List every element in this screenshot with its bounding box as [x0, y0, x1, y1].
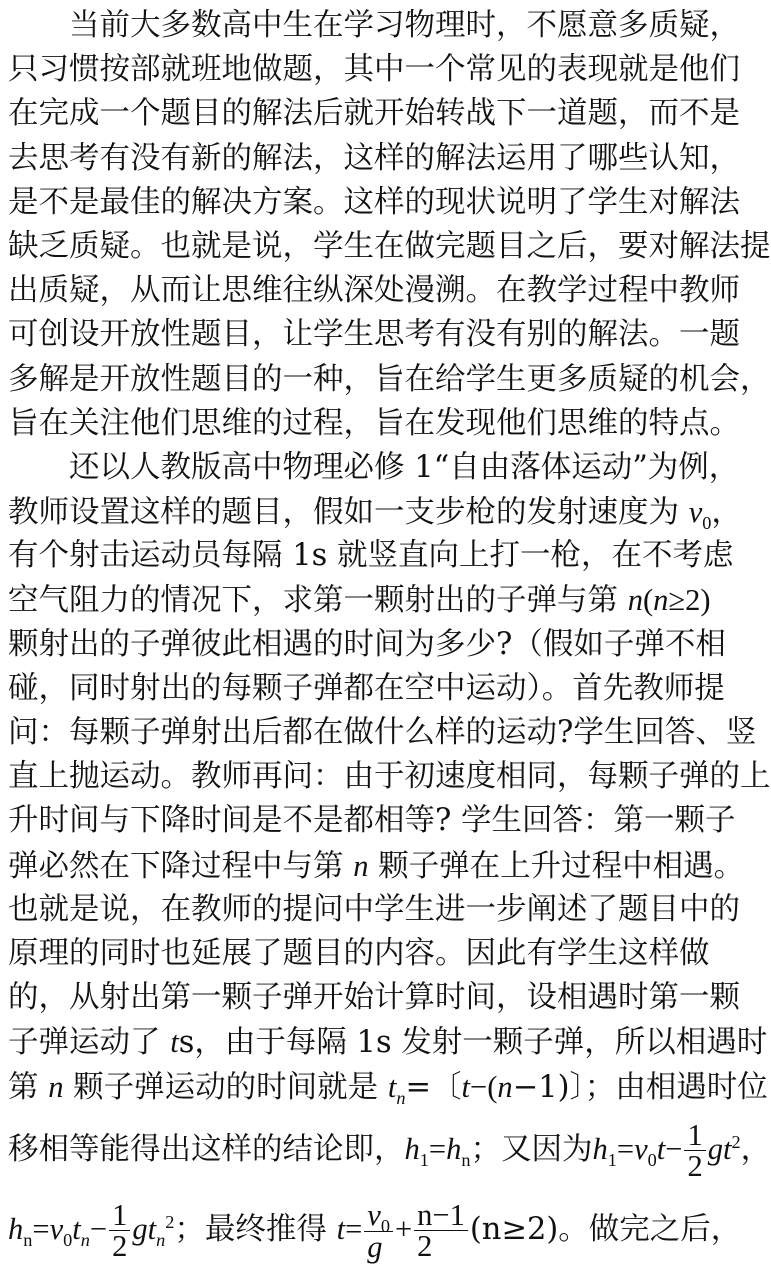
- text-line: 有个射击运动员每隔 1s 就竖直向上打一枪，在不考虑: [8, 538, 734, 574]
- text-line: 旨在关注他们思维的过程，旨在发现他们思维的特点。: [8, 405, 740, 441]
- text-line: 多解是开放性题目的一种，旨在给学生更多质疑的机会，: [8, 361, 771, 397]
- text-line: 出质疑，从而让思维往纵深处漫溯。在教学过程中教师: [8, 273, 740, 309]
- text-line: 当前大多数高中生在学习物理时，不愿意多质疑，: [69, 8, 740, 43]
- text-line: 在完成一个题目的解法后就开始转战下一道题，而不是: [8, 96, 740, 132]
- text-line: 缺乏质疑。也就是说，学生在做完题目之后，要对解法提: [8, 228, 771, 264]
- fraction-half: $\frac{1}{2}$: [684, 1120, 705, 1181]
- text-line: 教师设置这样的题目，假如一支步枪的发射速度为 $v_0$，: [8, 495, 742, 534]
- text-line: 去思考有没有新的解法，这样的解法运用了哪些认知，: [8, 140, 740, 176]
- text-line: 只习惯按部就班地做题，其中一个常见的表现就是他们: [8, 52, 740, 88]
- text-line: 空气阻力的情况下，求第一颗射出的子弹与第 n(n≥2): [8, 583, 711, 619]
- paragraph-2: [8, 446, 771, 1269]
- fraction-v0-over-g: $\frac{v_0}{g}$: [364, 1200, 393, 1262]
- text-line: 原理的同时也延展了题目的内容。因此有学生这样做: [8, 935, 710, 971]
- text-line: 也就是说，在教师的提问中学生进一步阐述了题目中的: [8, 891, 740, 927]
- text-line: 是不是最佳的解决方案。这样的现状说明了学生对解法: [8, 184, 740, 220]
- text-line: 弹必然在下降过程中与第 n 颗子弹在上升过程中相遇。: [8, 848, 745, 884]
- text-line: 可创设开放性题目，让学生思考有没有别的解法。一题: [8, 317, 740, 353]
- text-line: 颗射出的子弹彼此相遇的时间为多少?（假如子弹不相: [8, 626, 726, 662]
- text-line: 第 n 颗子弹运动的时间就是 $t_n=$〔t−(n−1)〕；由相遇时位: [8, 1069, 768, 1108]
- text-line-formula: $h_n=v_0t_n-$ $\frac{1}{2}$ $gt_n^2$；最终推得 t= $\frac{v_0}{g}$ + $\frac{n-1}{2}$ (n≥2)。做完之后，: [8, 1197, 742, 1264]
- text-line: 子弹运动了 ts，由于每隔 1s 发射一颗子弹，所以相遇时: [8, 1025, 768, 1061]
- text-line: 的，从射出第一颗子弹开始计算时间，设相遇时第一颗: [8, 980, 740, 1016]
- text-line: 碰，同时射出的每颗子弹都在空中运动）。首先教师提: [8, 670, 725, 706]
- text-line: 还以人教版高中物理必修 1“自由落体运动”为例，: [69, 449, 740, 485]
- paragraph-1: [8, 4, 771, 446]
- text-line: 问：每颗子弹射出后都在做什么样的运动?学生回答、竖: [8, 715, 757, 750]
- fraction-n-minus-1-over-2: $\frac{n-1}{2}$: [414, 1200, 468, 1261]
- text-line: 升时间与下降时间是不是都相等? 学生回答：第一颗子: [8, 803, 736, 839]
- text-line-formula: 移相等能得出这样的结论即，$h_1=h_n$；又因为$h_1=v_0t-$ $\frac{1}{2}$ $gt^2$，: [8, 1118, 771, 1184]
- text-line: 直上抛运动。教师再问：由于初速度相同，每颗子弹的上: [8, 759, 771, 795]
- fraction-half: $\frac{1}{2}$: [109, 1200, 130, 1261]
